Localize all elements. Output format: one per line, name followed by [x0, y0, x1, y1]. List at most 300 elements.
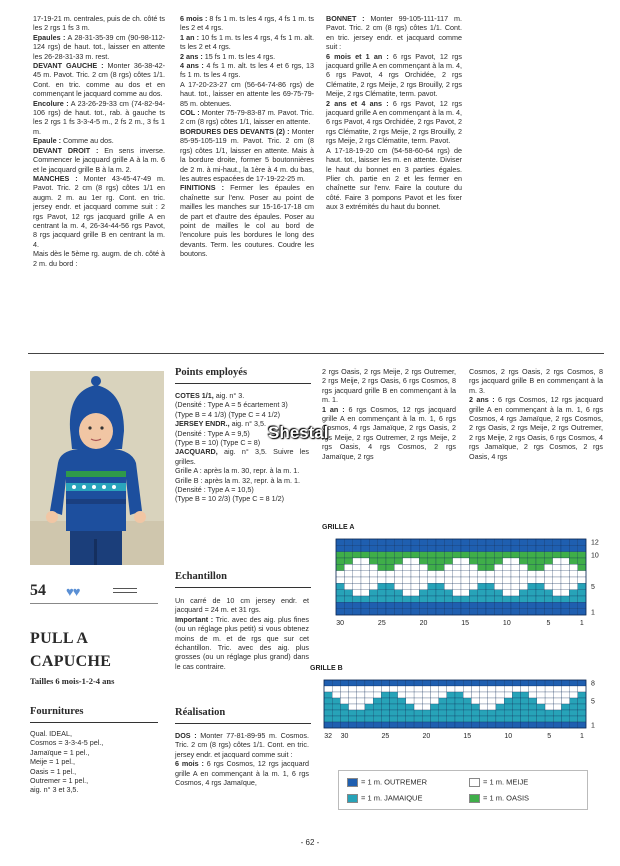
paragraph-heading: Important :	[175, 614, 214, 624]
paragraph	[33, 146, 165, 174]
stitch-cell	[419, 577, 427, 583]
stitch-cell	[569, 552, 577, 558]
stitch-cell	[439, 716, 447, 722]
paragraph	[33, 174, 165, 249]
stitch-cell	[406, 692, 414, 698]
stitch-cell	[504, 704, 512, 710]
stitch-cell	[496, 704, 504, 710]
stitch-cell	[336, 539, 344, 545]
stitch-cell	[561, 722, 569, 728]
stitch-cell	[561, 539, 569, 545]
stitch-cell	[469, 602, 477, 608]
stitch-cell	[353, 552, 361, 558]
stitch-cell	[553, 692, 561, 698]
paragraph-text: aig. n° 3.	[213, 391, 245, 400]
stitch-cell	[528, 590, 536, 596]
stitch-cell	[369, 602, 377, 608]
paragraph-text: A 17-20-23-27 cm (56-64-74-86 rgs) de haut. tot., laisser en attente les 69-75-79-85 m. obtenues.	[180, 79, 314, 108]
paragraph-heading: MANCHES :	[33, 173, 78, 183]
stitch-cell	[422, 722, 430, 728]
stitch-cell	[411, 577, 419, 583]
x-tick-label: 15	[461, 620, 470, 627]
stitch-cell	[537, 680, 545, 686]
stitch-cell	[361, 577, 369, 583]
stitch-cell	[512, 692, 520, 698]
stitch-cell	[561, 716, 569, 722]
paragraph-heading: DEVANT GAUCHE :	[33, 61, 104, 71]
stitch-cell	[394, 583, 402, 589]
paragraph-heading: BONNET :	[326, 14, 365, 23]
stitch-cell	[561, 558, 569, 564]
stitch-cell	[553, 539, 561, 545]
stitch-cell	[578, 722, 586, 728]
stitch-cell	[332, 716, 340, 722]
stitch-cell	[561, 577, 569, 583]
stitch-cell	[536, 577, 544, 583]
stitch-cell	[488, 704, 496, 710]
stitch-cell	[357, 710, 365, 716]
stitch-cell	[369, 571, 377, 577]
paragraph-heading: 2 ans :	[469, 395, 495, 405]
stitch-cell	[521, 722, 529, 728]
stitch-cell	[461, 539, 469, 545]
stitch-cell	[430, 704, 438, 710]
stitch-cell	[373, 698, 381, 704]
stitch-cell	[361, 539, 369, 545]
stitch-cell	[519, 552, 527, 558]
stitch-cell	[553, 571, 561, 577]
stitch-cell	[486, 609, 494, 615]
stitch-cell	[419, 609, 427, 615]
stitch-cell	[529, 710, 537, 716]
paragraph	[175, 731, 309, 759]
paragraph: aig. n° 3 et 3,5.	[30, 785, 79, 795]
stitch-cell	[545, 692, 553, 698]
stitch-cell	[406, 710, 414, 716]
paragraph	[175, 391, 309, 400]
stitch-cell	[537, 686, 545, 692]
stitch-cell	[365, 680, 373, 686]
stitch-cell	[453, 545, 461, 551]
stitch-cell	[537, 716, 545, 722]
paragraph: Cosmos = 3-3-4-5 pel.,	[30, 738, 104, 748]
points-rule	[175, 383, 311, 384]
stitch-cell	[336, 571, 344, 577]
stitch-cell	[422, 698, 430, 704]
stitch-cell	[570, 722, 578, 728]
stitch-cell	[536, 590, 544, 596]
stitch-cell	[504, 692, 512, 698]
stitch-cell	[569, 590, 577, 596]
stitch-cell	[365, 692, 373, 698]
stitch-cell	[357, 698, 365, 704]
stitch-cell	[336, 558, 344, 564]
stitch-cell	[553, 564, 561, 570]
x-tick-label: 25	[377, 620, 386, 627]
stitch-cell	[453, 602, 461, 608]
stitch-cell	[453, 564, 461, 570]
stitch-cell	[488, 716, 496, 722]
section-divider	[28, 353, 604, 354]
points-text	[175, 391, 309, 504]
stitch-cell	[469, 552, 477, 558]
stitch-cell	[519, 571, 527, 577]
stitch-cell	[528, 552, 536, 558]
stitch-cell	[545, 680, 553, 686]
stitch-cell	[444, 552, 452, 558]
stitch-cell	[480, 692, 488, 698]
stitch-cell	[414, 680, 422, 686]
stitch-cell	[369, 545, 377, 551]
stitch-cell	[553, 577, 561, 583]
stitch-cell	[447, 686, 455, 692]
stitch-cell	[494, 590, 502, 596]
stitch-cell	[469, 583, 477, 589]
paragraph-heading: 1 an :	[180, 32, 200, 42]
stitch-cell	[336, 596, 344, 602]
stitch-cell	[353, 558, 361, 564]
stitch-cell	[569, 564, 577, 570]
stitch-cell	[386, 602, 394, 608]
stitch-cell	[411, 590, 419, 596]
stitch-cell	[361, 545, 369, 551]
stitch-cell	[378, 558, 386, 564]
paragraph: Qual. IDEAL,	[30, 729, 72, 738]
stitch-cell	[324, 704, 332, 710]
stitch-cell	[444, 583, 452, 589]
stitch-cell	[488, 710, 496, 716]
paragraph	[175, 400, 309, 409]
y-tick-label: 1	[591, 609, 595, 617]
stitch-cell	[511, 545, 519, 551]
stitch-cell	[478, 609, 486, 615]
stitch-cell	[411, 602, 419, 608]
paragraph-text: aig. n° 3,5. Suivre les grilles.	[175, 447, 309, 466]
stitch-cell	[486, 583, 494, 589]
stitch-cell	[398, 680, 406, 686]
stitch-cell	[439, 722, 447, 728]
stitch-cell	[461, 609, 469, 615]
paragraph	[322, 405, 456, 461]
stitch-cell	[428, 596, 436, 602]
stitch-cell	[488, 722, 496, 728]
stitch-cell	[332, 710, 340, 716]
stitch-cell	[529, 698, 537, 704]
y-tick-label: 5	[591, 698, 595, 706]
paragraph-text: (Type B = 10) (Type C = 8)	[175, 438, 261, 448]
stitch-cell	[570, 716, 578, 722]
paragraph	[326, 52, 462, 99]
stitch-cell	[570, 686, 578, 692]
stitch-cell	[578, 692, 586, 698]
stitch-cell	[428, 552, 436, 558]
stitch-cell	[386, 564, 394, 570]
stitch-cell	[436, 577, 444, 583]
stitch-cell	[553, 590, 561, 596]
stitch-cell	[344, 558, 352, 564]
stitch-cell	[461, 577, 469, 583]
stitch-cell	[512, 722, 520, 728]
stitch-cell	[444, 609, 452, 615]
stitch-cell	[422, 704, 430, 710]
stitch-cell	[578, 539, 586, 545]
stitch-cell	[411, 552, 419, 558]
stitch-cell	[496, 686, 504, 692]
stitch-cell	[353, 545, 361, 551]
stitch-cell	[545, 698, 553, 704]
stitch-cell	[357, 722, 365, 728]
stitch-cell	[414, 698, 422, 704]
stitch-cell	[336, 552, 344, 558]
stitch-cell	[353, 577, 361, 583]
watermark: Shestal	[268, 423, 329, 442]
paragraph-heading: JERSEY ENDR.,	[175, 419, 230, 429]
stitch-cell	[324, 680, 332, 686]
stitch-cell	[519, 539, 527, 545]
stitch-cell	[439, 698, 447, 704]
stitch-cell	[553, 583, 561, 589]
stitch-cell	[430, 686, 438, 692]
stitch-cell	[447, 692, 455, 698]
paragraph-text: 6 rgs Pavot, 12 rgs jacquard grille A en commençant à la m. 4, 6 rgs Pavot, 4 rgs Orchidée, 2 rgs Clématite, 2 rgs Meije, 2 rgs Brouilly, 2 rgs Meije, 2 rgs Clématite, term. pavot.	[326, 51, 462, 99]
stitch-cell	[511, 571, 519, 577]
stitch-cell	[398, 698, 406, 704]
stitch-cell	[444, 539, 452, 545]
stitch-cell	[430, 692, 438, 698]
stitch-cell	[361, 602, 369, 608]
paragraph-text: A 17-18-19-20 cm (54-58-60-64 rgs) de haut. tot., laisser les m. en attente. Diviser le haut du bonnet en 3 parties égales. Plier ch. partie en 2 et les fermer en chaînette sur l'env. Faire la couture du côté. Faire 3 pompons Pavot et les fixer aux 3 extrémités du haut du bonnet.	[326, 145, 462, 212]
stitch-cell	[455, 710, 463, 716]
paragraph-heading: Epaule :	[33, 136, 61, 146]
stitch-cell	[503, 609, 511, 615]
paragraph	[180, 183, 314, 258]
stitch-cell	[369, 596, 377, 602]
stitch-cell	[512, 716, 520, 722]
legend-swatch-oasis	[469, 794, 480, 803]
stitch-cell	[553, 552, 561, 558]
stitch-cell	[544, 564, 552, 570]
stitch-cell	[444, 564, 452, 570]
stitch-cell	[386, 545, 394, 551]
stitch-cell	[439, 704, 447, 710]
stitch-cell	[478, 571, 486, 577]
legend-item-outremer: = 1 m. OUTREMER	[347, 777, 427, 787]
stitch-cell	[553, 596, 561, 602]
stitch-cell	[411, 596, 419, 602]
stitch-cell	[447, 704, 455, 710]
stitch-cell	[414, 686, 422, 692]
stitch-cell	[503, 602, 511, 608]
paragraph-heading: 2 ans et 4 ans :	[326, 98, 389, 108]
stitch-cell	[428, 590, 436, 596]
stitch-cell	[411, 583, 419, 589]
stitch-cell	[561, 692, 569, 698]
stitch-cell	[365, 704, 373, 710]
stitch-cell	[536, 571, 544, 577]
stitch-cell	[504, 686, 512, 692]
stitch-cell	[471, 692, 479, 698]
stitch-cell	[353, 590, 361, 596]
stitch-cell	[537, 722, 545, 728]
stitch-cell	[378, 583, 386, 589]
stitch-cell	[394, 571, 402, 577]
stitch-cell	[561, 680, 569, 686]
stitch-cell	[496, 710, 504, 716]
stitch-cell	[504, 710, 512, 716]
stitch-cell	[544, 583, 552, 589]
top-column-3	[326, 14, 462, 212]
stitch-cell	[471, 680, 479, 686]
stitch-cell	[436, 602, 444, 608]
stitch-cell	[436, 590, 444, 596]
stitch-cell	[344, 571, 352, 577]
stitch-cell	[504, 680, 512, 686]
stitch-cell	[521, 698, 529, 704]
fournitures-rule	[30, 722, 158, 723]
stitch-cell	[521, 692, 529, 698]
stitch-cell	[488, 692, 496, 698]
stitch-cell	[406, 722, 414, 728]
stitch-cell	[561, 710, 569, 716]
stitch-cell	[386, 583, 394, 589]
stitch-cell	[496, 722, 504, 728]
stitch-cell	[545, 722, 553, 728]
fournitures-heading: Fournitures	[30, 706, 84, 717]
x-tick-label: 15	[463, 733, 472, 740]
paragraph-text: En sens inverse. Commencer le jacquard grille A à la m. 6 et le jacquard grille B à la m. 2.	[33, 145, 165, 174]
stitch-cell	[349, 680, 357, 686]
stitch-cell	[381, 680, 389, 686]
paragraph-text: Monter 85-95-105-119 m. Pavot. Tric. 2 cm (8 rgs) côtes 1/1, laisser en attente. Mais à la bordure droite, former 5 boutonnières de 2 m. à mi-haut., la 1ère à 4 m. du bas, les autres espacées de 17-19-22-25 m.	[180, 126, 314, 183]
stitch-cell	[553, 545, 561, 551]
stitch-cell	[353, 602, 361, 608]
stitch-cell	[419, 552, 427, 558]
stitch-cell	[349, 698, 357, 704]
stitch-cell	[411, 539, 419, 545]
stitch-cell	[480, 716, 488, 722]
stitch-cell	[469, 545, 477, 551]
paragraph: Oasis = 1 pel.,	[30, 766, 77, 776]
paragraph-text: Grille B : après la m. 32, repr. à la m. 1.	[175, 475, 301, 485]
legend-item-meije: = 1 m. MEIJE	[469, 777, 528, 787]
stitch-cell	[324, 692, 332, 698]
stitch-cell	[544, 596, 552, 602]
stitch-cell	[373, 704, 381, 710]
stitch-cell	[478, 539, 486, 545]
stitch-cell	[344, 539, 352, 545]
stitch-cell	[378, 545, 386, 551]
x-tick-label: 5	[546, 620, 551, 627]
stitch-cell	[511, 583, 519, 589]
paragraph	[175, 494, 309, 503]
stitch-cell	[403, 539, 411, 545]
stitch-cell	[461, 602, 469, 608]
stitch-cell	[463, 686, 471, 692]
stitch-cell	[369, 564, 377, 570]
stitch-cell	[394, 552, 402, 558]
x-tick-label: 30	[340, 733, 349, 740]
stitch-cell	[469, 609, 477, 615]
stitch-cell	[469, 577, 477, 583]
stitch-cell	[344, 602, 352, 608]
paragraph-heading: DOS :	[175, 731, 197, 740]
stitch-cell	[521, 710, 529, 716]
stitch-cell	[537, 704, 545, 710]
x-tick-label: 20	[422, 733, 431, 740]
stitch-cell	[478, 552, 486, 558]
stitch-cell	[511, 602, 519, 608]
stitch-cell	[561, 602, 569, 608]
stitch-cell	[545, 686, 553, 692]
stitch-cell	[414, 710, 422, 716]
stitch-cell	[521, 704, 529, 710]
stitch-cell	[529, 692, 537, 698]
stitch-cell	[340, 704, 348, 710]
fournitures-list	[30, 729, 158, 795]
stitch-cell	[561, 596, 569, 602]
stitch-cell	[528, 558, 536, 564]
stitch-cell	[519, 609, 527, 615]
stitch-cell	[381, 686, 389, 692]
stitch-cell	[394, 609, 402, 615]
stitch-cell	[528, 602, 536, 608]
stitch-cell	[544, 602, 552, 608]
stitch-cell	[436, 596, 444, 602]
stitch-cell	[411, 558, 419, 564]
stitch-cell	[519, 583, 527, 589]
stitch-cell	[406, 704, 414, 710]
realisation-heading: Réalisation	[175, 707, 226, 718]
stitch-cell	[503, 558, 511, 564]
stitch-cell	[544, 609, 552, 615]
paragraph-text: (Densité : Type A = 9,5)	[175, 428, 250, 438]
stitch-cell	[536, 552, 544, 558]
stitch-cell	[436, 558, 444, 564]
stitch-cell	[578, 558, 586, 564]
stitch-cell	[353, 564, 361, 570]
stitch-cell	[455, 716, 463, 722]
x-tick-label: 32	[324, 733, 332, 740]
stitch-cell	[536, 545, 544, 551]
stitch-cell	[512, 710, 520, 716]
title-rule	[30, 603, 158, 604]
paragraph	[33, 136, 165, 145]
stitch-cell	[444, 602, 452, 608]
y-tick-label: 12	[591, 539, 599, 547]
stitch-cell	[511, 609, 519, 615]
stitch-cell	[511, 552, 519, 558]
x-tick-label: 30	[336, 620, 345, 627]
paragraph-text: (Type B = 10 2/3) (Type C = 8 1/2)	[175, 494, 285, 504]
stitch-cell	[357, 680, 365, 686]
stitch-cell	[486, 577, 494, 583]
stitch-cell	[353, 539, 361, 545]
paragraph-text: Un carré de 10 cm jersey endr. et jacquard = 24 m. et 31 rgs.	[175, 596, 309, 615]
stitch-cell	[349, 686, 357, 692]
stitch-cell	[390, 692, 398, 698]
stitch-cell	[428, 577, 436, 583]
stitch-cell	[336, 564, 344, 570]
stitch-cell	[430, 710, 438, 716]
stitch-cell	[419, 571, 427, 577]
stitch-cell	[469, 571, 477, 577]
stitch-cell	[463, 680, 471, 686]
stitch-cell	[390, 698, 398, 704]
stitch-cell	[463, 710, 471, 716]
stitch-cell	[332, 680, 340, 686]
stitch-cell	[521, 686, 529, 692]
paragraph	[33, 33, 165, 61]
